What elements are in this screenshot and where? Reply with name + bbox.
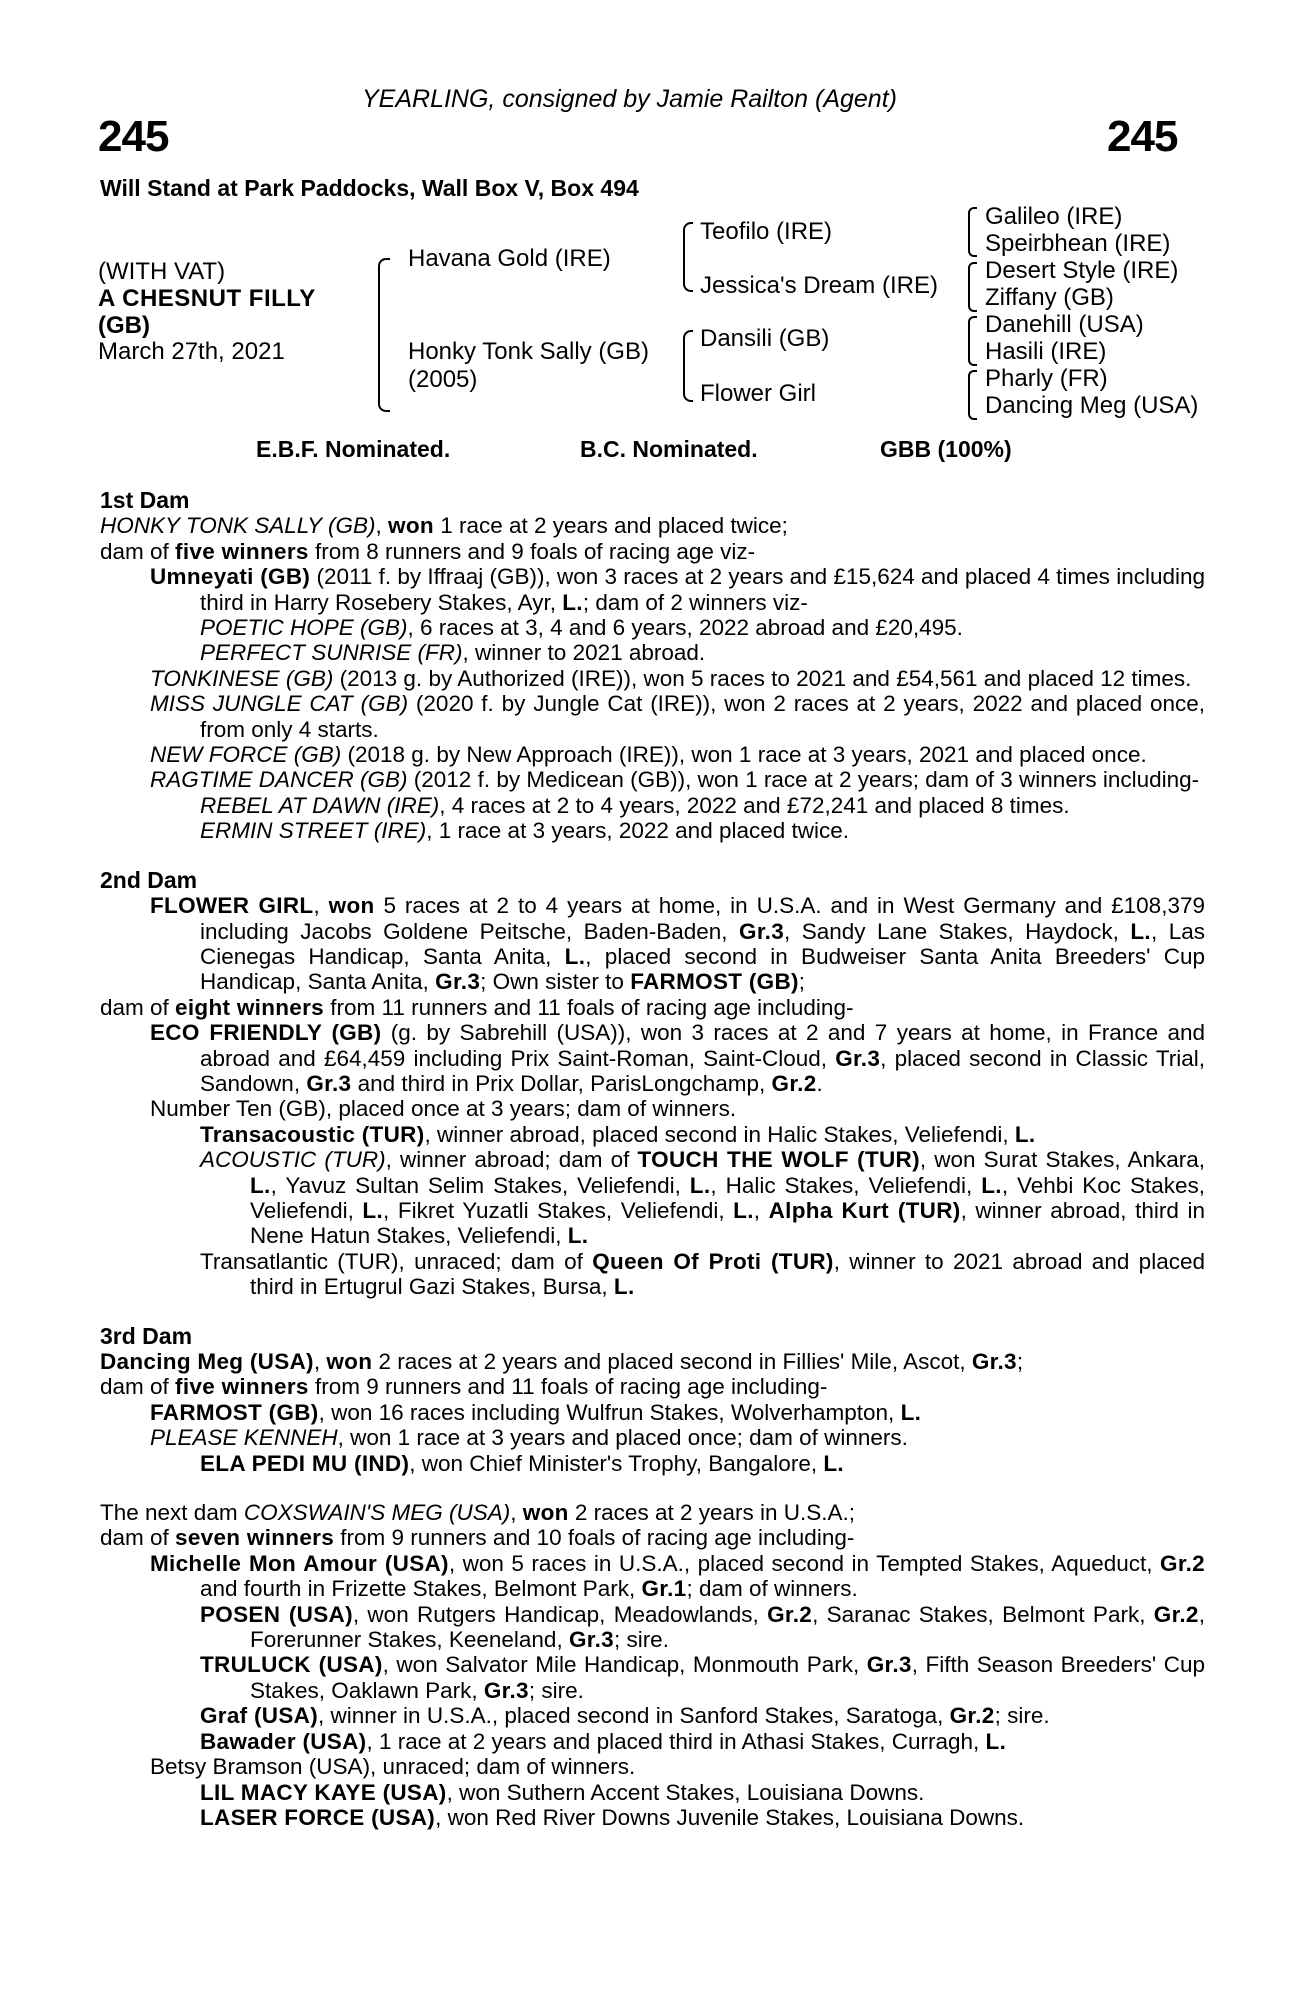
list-item: RAGTIME DANCER (GB) (2012 f. by Medicean (GB)), won 1 race at 2 years; dam of 3 winners including- — [150, 767, 1200, 793]
list-item: Michelle Mon Amour (USA), won 5 races in U.S.A., placed second in Tempted Stakes, Aqueduct, Gr.2 and fourth in Frizette Stakes, Belmont Park, Gr.1; dam of winners. — [150, 1550, 1205, 1602]
sire-dam: Jessica's Dream (IRE) — [700, 272, 938, 299]
dam: Honky Tonk Sally (GB) — [408, 338, 649, 365]
list-item: ELA PEDI MU (IND), won Chief Minister's Trophy, Bangalore, L. — [200, 1450, 844, 1476]
horse-name: A CHESNUT FILLY — [98, 285, 316, 312]
brace-sire-parents — [683, 222, 693, 292]
dam3-record: Dancing Meg (USA), won 2 races at 2 years and placed second in Fillies' Mile, Ascot, Gr.3; — [100, 1349, 1024, 1374]
list-item: NEW FORCE (GB) (2018 g. by New Approach (IRE)), won 1 race at 3 years, 2021 and placed once. — [150, 742, 1147, 768]
section-title-1st-dam: 1st Dam — [100, 487, 190, 513]
brace-g3 — [968, 316, 977, 366]
lot-number-right: 245 — [1107, 112, 1178, 161]
section-title-2nd-dam: 2nd Dam — [100, 866, 198, 893]
lot-number-left: 245 — [98, 112, 169, 161]
bc-nomination: B.C. Nominated. — [580, 436, 758, 462]
stand-location: Will Stand at Park Paddocks, Wall Box V, Box 494 — [100, 175, 639, 201]
dam-sire: Dansili (GB) — [700, 325, 830, 352]
grand-dam-4: Dancing Meg (USA) — [985, 392, 1199, 419]
list-item: Graf (USA), winner in U.S.A., placed second in Sanford Stakes, Saratoga, Gr.2; sire. — [200, 1703, 1050, 1729]
brace-parents — [378, 258, 390, 412]
dam-year: (2005) — [408, 366, 478, 393]
list-item: MISS JUNGLE CAT (GB) (2020 f. by Jungle Cat (IRE)), won 2 races at 2 years, 2022 and placed once, from only 4 starts. — [150, 691, 1205, 742]
dam3-produce: dam of five winners from 9 runners and 11 foals of racing age including- — [100, 1374, 828, 1400]
dam2-produce: dam of eight winners from 11 runners and 11 foals of racing age including- — [100, 994, 854, 1020]
sire: Havana Gold (IRE) — [408, 245, 611, 272]
date-of-birth: March 27th, 2021 — [98, 338, 285, 365]
consignment-line: YEARLING, consigned by Jamie Railton (Agent) — [362, 85, 897, 113]
grand-dam-2: Ziffany (GB) — [985, 284, 1114, 311]
grand-sire-3: Danehill (USA) — [985, 311, 1144, 338]
grand-dam-3: Hasili (IRE) — [985, 338, 1107, 365]
list-item: Umneyati (GB) (2011 f. by Iffraaj (GB)), won 3 races at 2 years and £15,624 and placed 4 times including third in Harry Rosebery Stakes, Ayr, L.; dam of 2 winners viz- — [150, 564, 1206, 615]
list-item: LIL MACY KAYE (USA), won Suthern Accent Stakes, Louisiana Downs. — [200, 1779, 925, 1805]
dam2-record: FLOWER GIRL, won 5 races at 2 to 4 years at home, in U.S.A. and in West Germany and £108,379 including Jacobs Goldene Peitsche, Baden-Baden, Gr.3, Sandy Lane Stakes, Haydock, L., Las Cienegas Handicap, Santa Anita, L., placed second in Budweiser Santa Anita Breeders' Cup Handicap, Santa Anita, Gr.3; Own sister to FARMOST (GB); — [150, 893, 1206, 995]
next-dam-produce: dam of seven winners from 9 runners and 10 foals of racing age including- — [100, 1525, 855, 1551]
brace-g1 — [968, 207, 977, 257]
sire-sire: Teofilo (IRE) — [700, 218, 833, 245]
grand-dam-1: Speirbhean (IRE) — [985, 230, 1171, 257]
grand-sire-1: Galileo (IRE) — [985, 203, 1123, 230]
horse-name-country: (GB) — [98, 312, 150, 339]
brace-g4 — [968, 370, 977, 420]
list-item: PLEASE KENNEH, won 1 race at 3 years and placed once; dam of winners. — [150, 1425, 908, 1451]
grand-sire-2: Desert Style (IRE) — [985, 257, 1179, 284]
list-item: ECO FRIENDLY (GB) (g. by Sabrehill (USA)), won 3 races at 2 and 7 years at home, in France and abroad and £64,459 including Prix Saint-Roman, Saint-Cloud, Gr.3, placed second in Classic Trial, Sandown, Gr.3 and third in Prix Dollar, ParisLongchamp, Gr.2. — [150, 1020, 1205, 1096]
brace-g2 — [968, 262, 977, 312]
grand-sire-4: Pharly (FR) — [985, 365, 1108, 392]
produce-record — [100, 488, 1205, 1830]
list-item: Transacoustic (TUR), winner abroad, placed second in Halic Stakes, Veliefendi, L. — [200, 1121, 1036, 1147]
list-item: TONKINESE (GB) (2013 g. by Authorized (IRE)), won 5 races to 2021 and £54,561 and placed 12 times. — [150, 665, 1192, 691]
list-item: POETIC HOPE (GB), 6 races at 3, 4 and 6 years, 2022 abroad and £20,495. — [200, 615, 963, 641]
list-item: LASER FORCE (USA), won Red River Downs Juvenile Stakes, Louisiana Downs. — [200, 1804, 1025, 1830]
vat-label: (WITH VAT) — [98, 258, 226, 285]
list-item: Bawader (USA), 1 race at 2 years and placed third in Athasi Stakes, Curragh, L. — [200, 1728, 1007, 1754]
ebf-nomination: E.B.F. Nominated. — [256, 436, 451, 462]
dam1-produce: dam of five winners from 8 runners and 9 foals of racing age viz- — [100, 538, 756, 564]
list-item: Betsy Bramson (USA), unraced; dam of winners. — [150, 1754, 636, 1780]
brace-dam-parents — [683, 330, 693, 402]
list-item: POSEN (USA), won Rutgers Handicap, Meadowlands, Gr.2, Saranac Stakes, Belmont Park, Gr.2, Forerunner Stakes, Keeneland, Gr.3; sire. — [200, 1601, 1206, 1653]
section-title-3rd-dam: 3rd Dam — [100, 1322, 193, 1349]
next-dam-record: The next dam COXSWAIN'S MEG (USA), won 2 races at 2 years in U.S.A.; — [100, 1500, 856, 1526]
dam-dam: Flower Girl — [700, 380, 817, 407]
list-item: ACOUSTIC (TUR), winner abroad; dam of TOUCH THE WOLF (TUR), won Surat Stakes, Ankara, L., Yavuz Sultan Selim Stakes, Veliefendi, L., Halic Stakes, Veliefendi, L., Vehbi Koc Stakes, Veliefendi, L., Fikret Yuzatli Stakes, Veliefendi, L., Alpha Kurt (TUR), winner abroad, third in Nene Hatun Stakes, Veliefendi, L. — [200, 1147, 1205, 1249]
dam1-record: HONKY TONK SALLY (GB), won 1 race at 2 years and placed twice; — [100, 513, 788, 539]
gbb-rating: GBB (100%) — [880, 436, 1012, 462]
list-item: Transatlantic (TUR), unraced; dam of Queen Of Proti (TUR), winner to 2021 abroad and placed third in Ertugrul Gazi Stakes, Bursa, L. — [200, 1248, 1205, 1300]
list-item: Number Ten (GB), placed once at 3 years; dam of winners. — [150, 1096, 737, 1122]
list-item: TRULUCK (USA), won Salvator Mile Handicap, Monmouth Park, Gr.3, Fifth Season Breeders' Cup Stakes, Oaklawn Park, Gr.3; sire. — [200, 1652, 1206, 1703]
list-item: FARMOST (GB), won 16 races including Wulfrun Stakes, Wolverhampton, L. — [150, 1399, 922, 1425]
list-item: ERMIN STREET (IRE), 1 race at 3 years, 2022 and placed twice. — [200, 818, 850, 844]
list-item: PERFECT SUNRISE (FR), winner to 2021 abroad. — [200, 640, 706, 666]
list-item: REBEL AT DAWN (IRE), 4 races at 2 to 4 years, 2022 and £72,241 and placed 8 times. — [200, 792, 1070, 818]
